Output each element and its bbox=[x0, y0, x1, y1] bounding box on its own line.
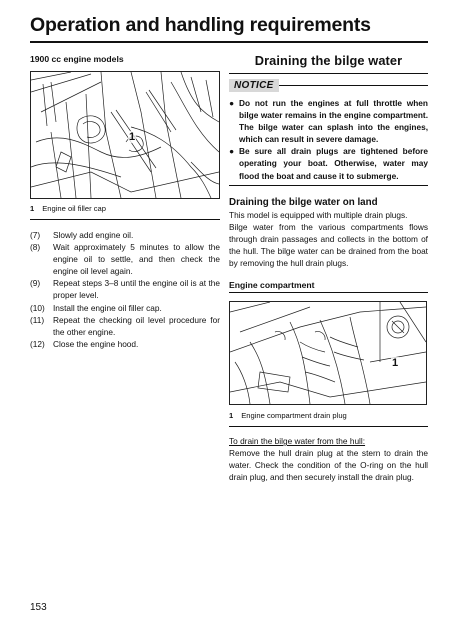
step-number: (9) bbox=[30, 278, 41, 289]
step-number: (7) bbox=[30, 230, 41, 240]
caption-text: Engine compartment drain plug bbox=[241, 411, 347, 421]
step-text: Wait approximately 5 minutes to allow the engine oil to settle, and then check the engine oil level again. bbox=[53, 242, 220, 277]
subsection-title: Draining the bilge water on land bbox=[229, 196, 378, 208]
step-list bbox=[30, 229, 220, 350]
figure-heading-rule bbox=[229, 292, 428, 293]
page-number: 153 bbox=[30, 602, 47, 613]
figure-caption bbox=[30, 204, 220, 213]
list-item bbox=[30, 314, 220, 338]
right-column bbox=[229, 53, 428, 484]
step-number: (11) bbox=[30, 314, 45, 325]
bullet-dot-icon: ● bbox=[229, 98, 235, 108]
paragraph: This model is equipped with multiple drain plugs. bbox=[229, 209, 408, 220]
step-number: (10) bbox=[30, 302, 45, 313]
list-item bbox=[30, 302, 220, 314]
engine-line-drawing bbox=[31, 72, 219, 198]
section-rule bbox=[229, 73, 428, 74]
bullet-text: Do not run the engines at full throttle when bilge water remains in the engine compartment. The bilge water can splash into the engines, which can result in severe damage. bbox=[239, 98, 428, 145]
notice-label: NOTICE bbox=[229, 79, 279, 92]
caption-text: Engine oil filler cap bbox=[42, 204, 106, 213]
caption-number: 1 bbox=[229, 411, 234, 421]
engine-models-heading: 1900 cc engine models bbox=[30, 54, 124, 64]
notice-bullets bbox=[229, 97, 428, 182]
caption-number: 1 bbox=[30, 204, 35, 213]
notice-header bbox=[229, 79, 428, 92]
list-item bbox=[30, 277, 220, 301]
figure-heading: Engine compartment bbox=[229, 280, 315, 291]
engine-oil-filler-figure bbox=[30, 71, 220, 199]
step-text: Repeat steps 3–8 until the engine oil is at the proper level. bbox=[53, 278, 220, 301]
procedure-text: Remove the hull drain plug at the stern to drain the water. Check the condition of the O-ring on the hull drain plug, and then securely install the drain plug. bbox=[229, 448, 428, 483]
procedure-heading: To drain the bilge water from the hull: bbox=[229, 436, 366, 447]
step-text: Install the engine oil filler cap. bbox=[53, 302, 162, 313]
notice-end-rule bbox=[229, 185, 428, 186]
step-text: Repeat the checking oil level procedure for the other engine. bbox=[53, 314, 220, 337]
notice-rule bbox=[279, 85, 428, 86]
page-title: Operation and handling requirements bbox=[30, 14, 371, 36]
title-rule bbox=[30, 41, 428, 43]
list-item bbox=[30, 229, 220, 241]
section-title: Draining the bilge water bbox=[254, 53, 403, 68]
engine-compartment-figure bbox=[229, 301, 427, 405]
left-column bbox=[30, 53, 220, 350]
step-text: Slowly add engine oil. bbox=[53, 230, 134, 240]
list-item bbox=[30, 338, 220, 350]
bullet-dot-icon: ● bbox=[229, 146, 235, 157]
paragraph: Bilge water from the various compartments flows through drain passages and collects in the bottom of the hull. The bilge water can be drained from the boat by removing the hull drain plugs. bbox=[229, 221, 428, 269]
engine-compartment-drawing bbox=[230, 302, 426, 404]
caption-rule bbox=[30, 219, 220, 220]
figure-callout-1: 1 bbox=[392, 357, 399, 370]
step-text: Close the engine hood. bbox=[53, 338, 139, 349]
list-item bbox=[229, 145, 428, 181]
bullet-text: Be sure all drain plugs are tightened before operating your boat. Otherwise, water may flood the boat and cause it to submerge. bbox=[239, 146, 428, 181]
step-number: (8) bbox=[30, 242, 41, 253]
list-item bbox=[30, 241, 220, 277]
caption-rule bbox=[229, 426, 428, 427]
step-number: (12) bbox=[30, 338, 45, 349]
figure-caption bbox=[229, 411, 428, 420]
figure-callout-1: 1 bbox=[129, 131, 136, 143]
list-item bbox=[229, 97, 428, 145]
